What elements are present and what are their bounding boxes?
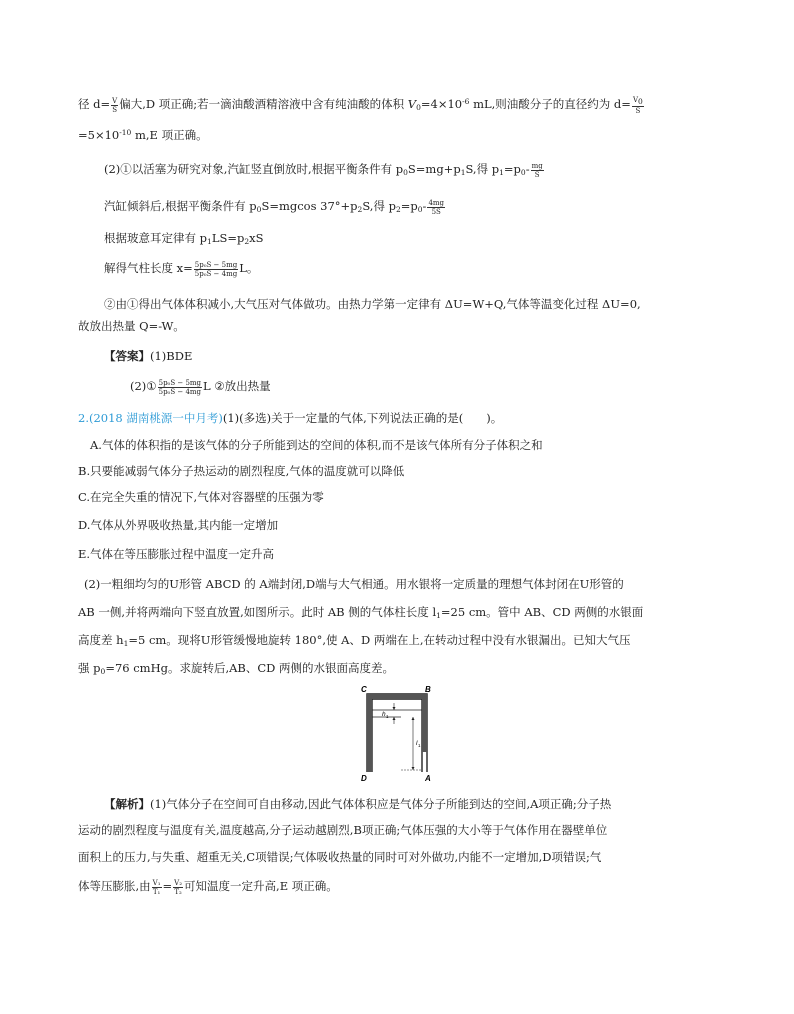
- option-c: C.在完全失重的情况下,气体对容器壁的压强为零: [78, 490, 324, 504]
- answer-line: (2)① $\frac{\text{5p₀S − 5mg}}{\text{5p₀S − 4mg}}$ L ②放出热量: [130, 378, 271, 396]
- text-line: 径 d= $\frac{V}{S}$ 偏大,D 项正确;若一滴油酸酒精溶液中含有纯油酸的体积 $V_0=4\times 10^{-6}$ mL,则油酸分子的直径约为 d= $\frac{V_0}{S}$: [78, 95, 643, 115]
- mercury: [367, 694, 427, 772]
- fraction: $\frac{V_0}{S}$: [632, 95, 643, 115]
- option-a: A.气体的体积指的是该气体的分子所能到达的空间的体积,而不是该气体所有分子体积之和: [90, 438, 543, 452]
- label-h1: h: [382, 711, 386, 718]
- text-line: (2)①以活塞为研究对象,汽缸竖直倒放时,根据平衡条件有 $p_0S=mg+p_1S$,得 $p_1=p_0-$ $\frac{mg}{S}$: [104, 161, 543, 179]
- analysis-line: 体等压膨胀,由 $\frac{\text{V₁}}{\text{T₁}}$ = $\frac{\text{V₂}}{\text{T₂}}$ 可知温度一定升高,E 项正确。: [78, 878, 338, 896]
- option-b: B.只要能减弱气体分子热运动的剧烈程度,气体的温度就可以降低: [78, 464, 405, 478]
- svg-text:1: 1: [418, 743, 421, 748]
- text-line: 汽缸倾斜后,根据平衡条件有 $p_0S=mgcos$ $37^\circ+p_2S$,得 $p_2=p_0-$ $\frac{4mg}{5S}$: [104, 198, 445, 216]
- fraction: $\frac{V}{S}$: [112, 96, 118, 114]
- text-line: ②由①得出气体体积减小,大气压对气体做功。由热力学第一定律有 ΔU=W+Q,气体等温变化过程 ΔU=0,: [104, 297, 641, 311]
- label-d: D: [361, 774, 367, 783]
- text-line: 根据玻意耳定律有 $p_1LS=p_2xS$: [104, 231, 264, 246]
- option-d: D.气体从外界吸收热量,其内能一定增加: [78, 518, 279, 532]
- svg-text:1: 1: [386, 714, 389, 719]
- option-e: E.气体在等压膨胀过程中温度一定升高: [78, 547, 275, 561]
- u-tube-figure: [355, 684, 445, 784]
- fraction: $\frac{\text{5p₀S − 5mg}}{\text{5p₀S − 4mg}}$: [194, 260, 238, 278]
- text-line: 故放出热量 Q=-W。: [78, 319, 185, 333]
- label-a: A: [425, 774, 431, 783]
- label-c: C: [361, 685, 367, 694]
- text-line: (2)一粗细均匀的U形管 ABCD 的 A端封闭,D端与大气相通。用水银将一定质量的理想气体封闭在U形管的: [84, 577, 624, 591]
- tube-outer: [367, 694, 427, 772]
- fraction: $\frac{4mg}{5S}$: [428, 198, 445, 216]
- answer-line: 【答案】(1)BDE: [104, 349, 193, 363]
- question-source: 2.(2018 湖南桃源一中月考): [78, 411, 223, 425]
- fraction: $\frac{\text{V₁}}{\text{T₁}}$: [152, 878, 161, 896]
- text-line: $=5\times 10^{-10}$ m,E 项正确。: [78, 128, 208, 142]
- analysis-line: 面积上的压力,与失重、超重无关,C项错误;气体吸收热量的同时可对外做功,内能不一定增加,D项错误;气: [78, 850, 602, 864]
- mercury-left: [367, 699, 372, 772]
- question-stem: 2.(2018 湖南桃源一中月考)(1)(多选)关于一定量的气体,下列说法正确的是( )。: [78, 411, 503, 425]
- label-b: B: [425, 685, 431, 694]
- text-line: AB 一侧,并将两端向下竖直放置,如图所示。此时 AB 侧的气体柱长度 $l_1=25$ cm。管中 AB、CD 两侧的水银面: [78, 605, 644, 620]
- label-l1: l: [416, 740, 418, 747]
- fraction: $\frac{\text{V₂}}{\text{T₂}}$: [174, 878, 183, 896]
- analysis-line: 【解析】(1)气体分子在空间可自由移动,因此气体体积应是气体分子所能到达的空间,A项正确;分子热: [104, 797, 612, 811]
- fraction: $\frac{mg}{S}$: [531, 161, 543, 179]
- text-line: 强 $p_0=76$ cmHg。求旋转后,AB、CD 两侧的水银面高度差。: [78, 661, 395, 676]
- analysis-line: 运动的剧烈程度与温度有关,温度越高,分子运动越剧烈,B项正确;气体压强的大小等于气体作用在器壁单位: [78, 823, 608, 837]
- fraction: $\frac{\text{5p₀S − 5mg}}{\text{5p₀S − 4mg}}$: [158, 378, 202, 396]
- text-line: 高度差 $h_1=5$ cm。现将U形管缓慢地旋转 180°,使 A、D 两端在上,在转动过程中没有水银漏出。已知大气压: [78, 633, 631, 648]
- text-line: 解得气柱长度 x= $\frac{\text{5p₀S − 5mg}}{\text{5p₀S − 4mg}}$ L。: [104, 260, 259, 278]
